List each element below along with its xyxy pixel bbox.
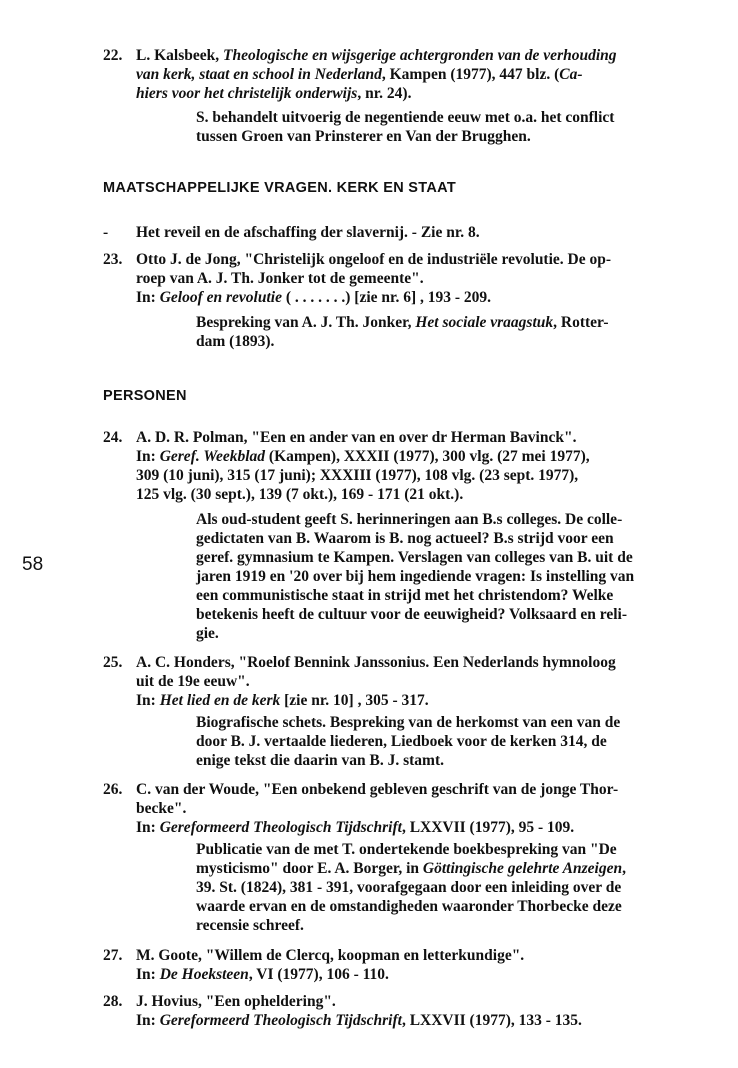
- entry-25-annotation: Biografische schets. Bespreking van de herkomst van een van de door B. J. vertaalde liederen, Liedboek voor de kerken 314, de enige tekst die daarin van B. J. stamt.: [196, 714, 621, 769]
- entry-number: 24.: [103, 429, 123, 446]
- entry-22-citation: L. Kalsbeek, Theologische en wijsgerige achtergronden van de verhouding: [136, 47, 617, 64]
- entry-22-citation-line3: hiers voor het christelijk onderwijs, nr. 24).: [136, 85, 412, 102]
- entry-cross-reference: Het reveil en de afschaffing der slavernij. - Zie nr. 8.: [136, 224, 480, 241]
- page-number: 58: [22, 554, 44, 575]
- entry-number: 27.: [103, 947, 123, 964]
- entry-24-annotation: Als oud-student geeft S. herinneringen aan B.s colleges. De colle- gedictaten van B. Waarom is B. nog actueel? B.s strijd voor een geref. gymnasium te Kampen. Verslagen van colleges van B. uit de jaren 1919 en '20 over bij hem ingediende vragen: Is instelling van een communistische staat in strijd met het christendom? Welke betekenis heeft de cultuur voor de eeuwigheid? Volksaard en reli- gie.: [196, 511, 635, 642]
- entry-24-citation: A. D. R. Polman, "Een en ander van en over dr Herman Bavinck". In: Geref. Weekblad (Kampen), XXXII (1977), 300 vlg. (27 mei 1977), 309 (10 juni), 315 (17 juni); XXXIII (1977), 108 vlg. (23 sept. 1977), 125 vlg. (30 sept.), 139 (7 okt.), 169 - 171 (21 okt.).: [136, 429, 590, 503]
- entry-28-citation: J. Hovius, "Een opheldering". In: Gereformeerd Theologisch Tijdschrift, LXXVII (1977), 133 - 135.: [136, 993, 582, 1029]
- entry-22-citation-line2: van kerk, staat en school in Nederland, Kampen (1977), 447 blz. (Ca-: [136, 66, 583, 83]
- entry-23-annotation: Bespreking van A. J. Th. Jonker, Het sociale vraagstuk, Rotter- dam (1893).: [196, 314, 609, 350]
- entry-25-citation: A. C. Honders, "Roelof Bennink Janssonius. Een Nederlands hymnoloog uit de 19e eeuw". In: Het lied en de kerk [zie nr. 10] , 305 - 317.: [136, 654, 616, 709]
- entry-23-citation: Otto J. de Jong, "Christelijk ongeloof en de industriële revolutie. De op- roep van A. J. Th. Jonker tot de gemeente". In: Geloof en revolutie ( . . . . . . .) [zie nr. 6] , 193 - 209.: [136, 251, 612, 306]
- entry-number: 23.: [103, 251, 123, 268]
- entry-number: 28.: [103, 993, 123, 1010]
- entry-number: 22.: [103, 47, 123, 64]
- section-heading: PERSONEN: [103, 388, 187, 404]
- entry-26-annotation: Publicatie van de met T. ondertekende boekbespreking van "De mysticismo" door E. A. Borger, in Göttingische gelehrte Anzeigen, 39. St. (1824), 381 - 391, voorafgegaan door een inleiding over de waarde ervan en de omstandigheden waaronder Thorbecke deze recensie schreef.: [196, 841, 626, 934]
- entry-number: 25.: [103, 654, 123, 671]
- entry-22-annotation: S. behandelt uitvoerig de negentiende eeuw met o.a. het conflict tussen Groen van Prinsterer en Van der Brugghen.: [196, 109, 615, 145]
- entry-27-citation: M. Goote, "Willem de Clercq, koopman en letterkundige". In: De Hoeksteen, VI (1977), 106 - 110.: [136, 947, 525, 983]
- entry-number: 26.: [103, 781, 123, 798]
- entry-26-citation: C. van der Woude, "Een onbekend gebleven geschrift van de jonge Thor- becke". In: Gereformeerd Theologisch Tijdschrift, LXXVII (1977), 95 - 109.: [136, 781, 619, 836]
- entry-dash: -: [103, 224, 109, 241]
- section-heading: MAATSCHAPPELIJKE VRAGEN. KERK EN STAAT: [103, 180, 456, 196]
